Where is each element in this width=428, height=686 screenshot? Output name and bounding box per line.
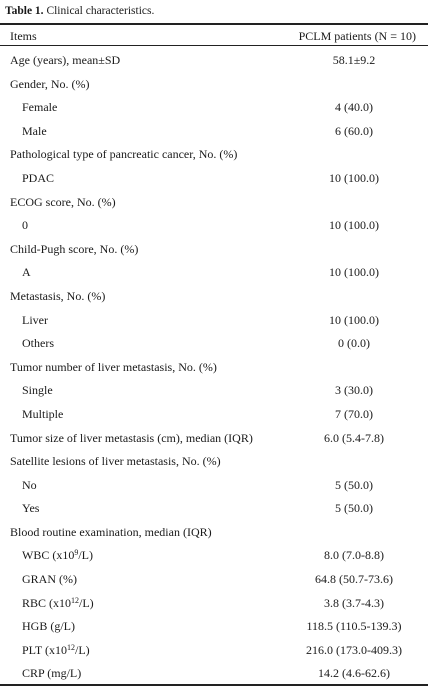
table-body bbox=[0, 49, 428, 686]
row-item-label: Pathological type of pancreatic cancer, No. (%) bbox=[10, 147, 238, 162]
row-value: 3.8 (3.7-4.3) bbox=[324, 595, 384, 610]
table-row bbox=[0, 403, 428, 427]
table-row bbox=[0, 167, 428, 191]
row-item-label-suffix: /L) bbox=[75, 642, 90, 657]
row-value: 6 (60.0) bbox=[335, 123, 373, 138]
table-row bbox=[0, 662, 428, 686]
row-value: 3 (30.0) bbox=[335, 383, 373, 398]
row-item-label: ECOG score, No. (%) bbox=[10, 194, 116, 209]
row-item-label: Satellite lesions of liver metastasis, No. (%) bbox=[10, 454, 221, 469]
table-row bbox=[0, 474, 428, 498]
row-item-label: Multiple bbox=[22, 406, 64, 421]
table-caption-text: Clinical characteristics. bbox=[43, 5, 155, 17]
row-item-label: GRAN (%) bbox=[22, 572, 77, 587]
row-item-label-superscript: 12 bbox=[71, 595, 80, 605]
row-item-label: 0 bbox=[22, 218, 28, 233]
row-item-label bbox=[22, 548, 93, 563]
row-item-label-suffix: /L) bbox=[79, 595, 94, 610]
row-item-label: Metastasis, No. (%) bbox=[10, 288, 106, 303]
row-value: 0 (0.0) bbox=[338, 336, 370, 351]
row-item-label: CRP (mg/L) bbox=[22, 666, 82, 681]
row-value: 4 (40.0) bbox=[335, 100, 373, 115]
table-row bbox=[0, 521, 428, 545]
row-item-label-prefix: WBC (x10 bbox=[22, 548, 75, 563]
row-value: 5 (50.0) bbox=[335, 477, 373, 492]
table-row bbox=[0, 96, 428, 120]
row-item-label: Yes bbox=[22, 501, 40, 516]
table-row bbox=[0, 568, 428, 592]
row-value: 10 (100.0) bbox=[329, 265, 379, 280]
table-row bbox=[0, 73, 428, 97]
row-item-label: Liver bbox=[22, 312, 48, 327]
table-row bbox=[0, 639, 428, 663]
table-row bbox=[0, 261, 428, 285]
row-value: 14.2 (4.6-62.6) bbox=[318, 666, 390, 681]
row-item-label: Age (years), mean±SD bbox=[10, 53, 121, 67]
row-value: 10 (100.0) bbox=[329, 170, 379, 185]
row-item-label: PDAC bbox=[22, 170, 55, 185]
row-item-label-prefix: PLT (x10 bbox=[22, 642, 68, 657]
header-group: PCLM patients (N = 10) bbox=[298, 29, 416, 43]
table-row bbox=[0, 332, 428, 356]
table-row bbox=[0, 309, 428, 333]
row-item-label: HGB (g/L) bbox=[22, 619, 75, 634]
table-row bbox=[0, 379, 428, 403]
table-caption-label: Table 1. bbox=[5, 5, 44, 17]
table-row bbox=[0, 544, 428, 568]
row-item-label: Tumor size of liver metastasis (cm), median (IQR) bbox=[10, 430, 253, 445]
row-item-label-superscript: 12 bbox=[67, 642, 76, 652]
header-items: Items bbox=[10, 29, 37, 43]
row-item-label: Child-Pugh score, No. (%) bbox=[10, 241, 139, 256]
row-item-label: Blood routine examination, median (IQR) bbox=[10, 524, 212, 539]
row-value: 8.0 (7.0-8.8) bbox=[324, 548, 384, 563]
table-caption bbox=[5, 4, 154, 18]
table-header bbox=[0, 24, 428, 45]
row-item-label: Tumor number of liver metastasis, No. (%) bbox=[10, 359, 217, 374]
row-value: 7 (70.0) bbox=[335, 406, 373, 421]
row-value: 10 (100.0) bbox=[329, 218, 379, 233]
table-row bbox=[0, 214, 428, 238]
row-item-label-prefix: RBC (x10 bbox=[22, 595, 72, 610]
row-value: 58.1±9.2 bbox=[332, 53, 376, 67]
row-value: 6.0 (5.4-7.8) bbox=[324, 430, 384, 445]
table-bottom-rule bbox=[0, 684, 428, 686]
row-value: 10 (100.0) bbox=[329, 312, 379, 327]
table-row bbox=[0, 497, 428, 521]
table-row bbox=[0, 120, 428, 144]
row-item-label: A bbox=[22, 265, 31, 280]
row-item-label-superscript: 9 bbox=[74, 548, 79, 558]
table-row bbox=[0, 238, 428, 262]
row-item-label: Female bbox=[22, 100, 58, 115]
table-row bbox=[0, 450, 428, 474]
table-row bbox=[0, 615, 428, 639]
row-item-label: Others bbox=[22, 336, 54, 351]
row-item-label bbox=[22, 643, 90, 658]
row-value: 216.0 (173.0-409.3) bbox=[306, 642, 402, 657]
table-row bbox=[0, 285, 428, 309]
row-item-label bbox=[22, 596, 94, 611]
table-header-rule bbox=[0, 45, 428, 46]
row-value: 5 (50.0) bbox=[335, 501, 373, 516]
table-row bbox=[0, 49, 428, 73]
row-item-label: Male bbox=[22, 123, 47, 138]
row-item-label: No bbox=[22, 477, 37, 492]
table-row bbox=[0, 143, 428, 167]
table-row bbox=[0, 427, 428, 451]
table-row bbox=[0, 356, 428, 380]
table-row bbox=[0, 191, 428, 215]
row-item-label: Single bbox=[22, 383, 53, 398]
row-value: 118.5 (110.5-139.3) bbox=[306, 619, 402, 634]
row-item-label-suffix: /L) bbox=[78, 548, 94, 563]
table-row bbox=[0, 592, 428, 616]
row-item-label: Gender, No. (%) bbox=[10, 76, 90, 91]
row-value: 64.8 (50.7-73.6) bbox=[315, 572, 393, 587]
